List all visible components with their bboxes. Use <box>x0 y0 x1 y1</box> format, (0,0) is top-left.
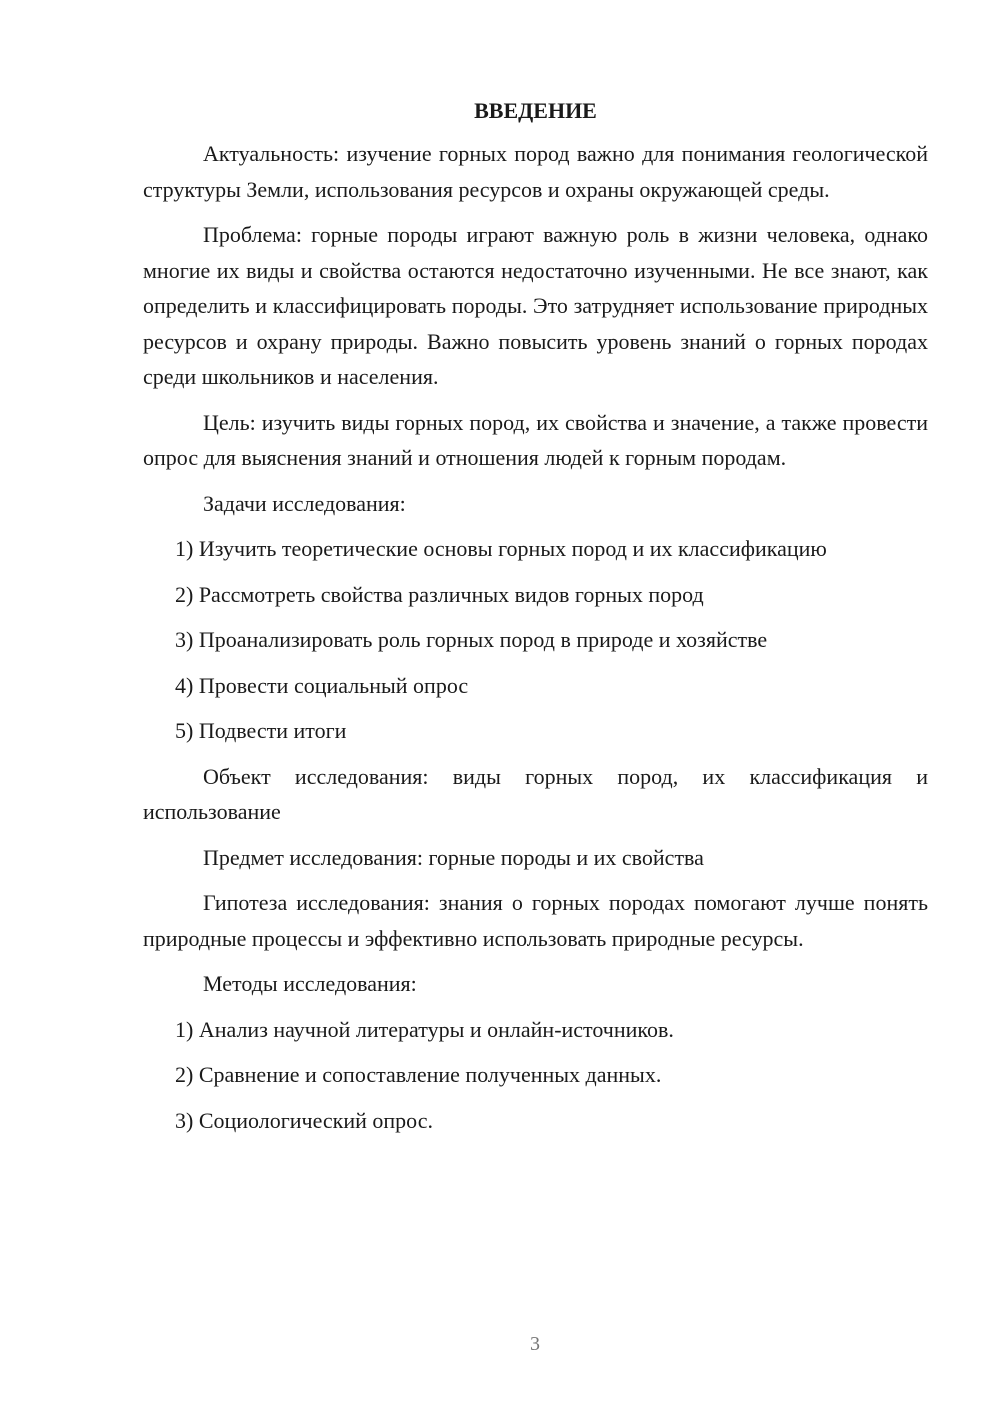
tasks-heading: Задачи исследования: <box>203 490 406 516</box>
list-item-task-3: 3) Проанализировать роль горных пород в природе и хозяйстве <box>175 627 768 652</box>
paragraph-relevance: Актуальность: изучение горных пород важно для понимания геологической структуры Земли, использования ресурсов и охраны окружающей среды. <box>143 141 928 202</box>
methods-heading: Методы исследования: <box>203 971 417 996</box>
paragraph-object: Объект исследования: виды горных пород, их классификация и использование <box>143 763 928 824</box>
list-item-method-3: 3) Социологический опрос. <box>175 1107 433 1133</box>
tasks-list <box>143 531 928 749</box>
methods-list <box>143 1012 928 1139</box>
list-item-method-2: 2) Сравнение и сопоставление полученных данных. <box>175 1062 662 1087</box>
paragraph-subject: Предмет исследования: горные породы и их свойства <box>203 844 704 870</box>
list-item-task-4: 4) Провести социальный опрос <box>175 672 469 698</box>
page-number: 3 <box>530 1333 540 1355</box>
document-page <box>143 96 928 1148</box>
paragraph-hypothesis: Гипотеза исследования: знания о горных породах помогают лучше понять природные процессы и эффективно использовать природные ресурсы. <box>143 890 928 951</box>
list-item-task-2: 2) Рассмотреть свойства различных видов горных пород <box>175 581 704 607</box>
paragraph-problem: Проблема: горные породы играют важную роль в жизни человека, однако многие их виды и свойства остаются недостаточно изученными. Не все знают, как определить и классифицировать породы. Это затрудняет использование природных ресурсов и охрану природы. Важно повысить уровень знаний о горных породах среди школьников и населения. <box>143 222 928 389</box>
list-item-task-1: 1) Изучить теоретические основы горных пород и их классификацию <box>175 536 827 561</box>
list-item-method-1: 1) Анализ научной литературы и онлайн-источников. <box>175 1016 674 1042</box>
list-item-task-5: 5) Подвести итоги <box>175 718 347 743</box>
paragraph-goal: Цель: изучить виды горных пород, их свойства и значение, а также провести опрос для выяснения знаний и отношения людей к горным породам. <box>143 409 928 470</box>
document-title: ВВЕДЕНИЕ <box>474 98 597 123</box>
